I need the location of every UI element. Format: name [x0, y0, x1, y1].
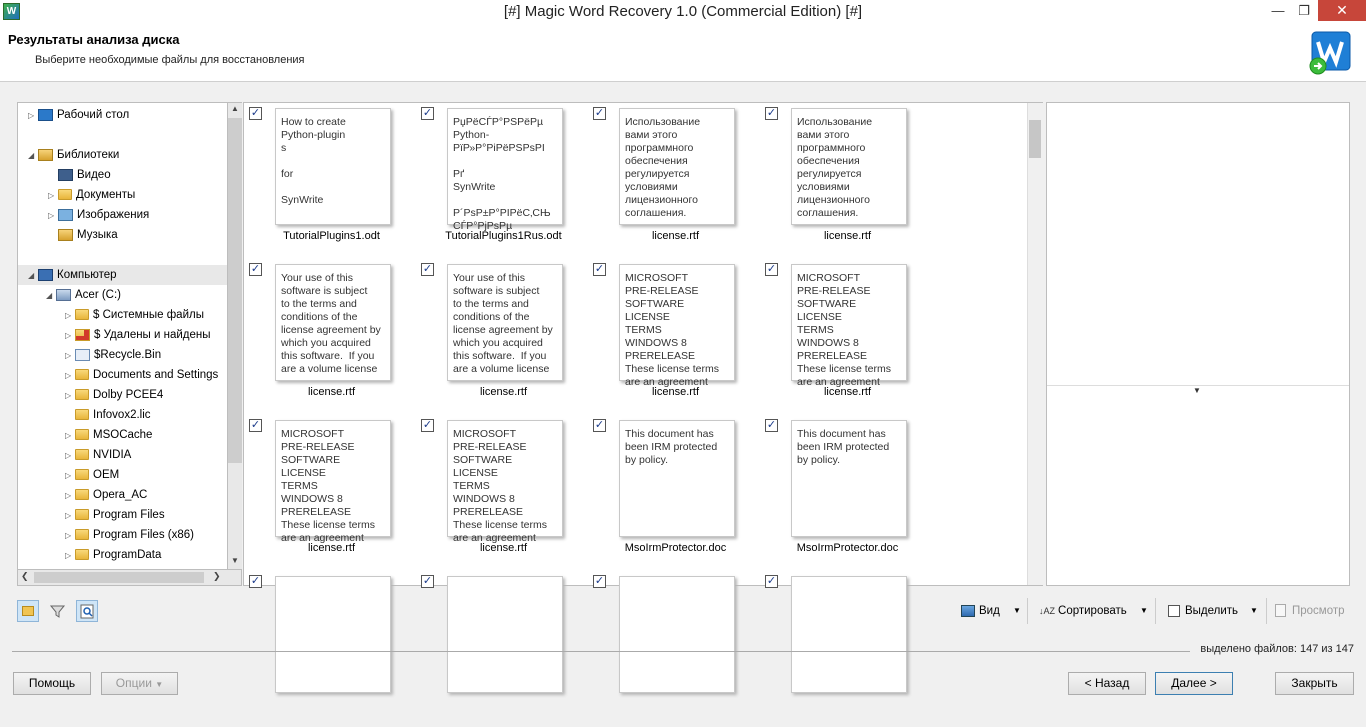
select-button[interactable] [1168, 600, 1238, 622]
folder-icon [75, 429, 89, 440]
tree-item-label: ProgramData [93, 549, 162, 561]
file-card[interactable] [416, 103, 588, 259]
file-checkbox[interactable]: ✓ [766, 107, 777, 119]
minimize-button[interactable]: — [1271, 3, 1285, 18]
file-thumbnail[interactable]: Использование вами этого программного обеспечения регулируется условиями лицензионного соглашения. [791, 108, 907, 225]
tree-item[interactable] [18, 325, 227, 345]
file-thumbnail[interactable] [791, 576, 907, 693]
file-card[interactable] [760, 103, 932, 259]
window-close-button[interactable]: ✕ [1318, 0, 1366, 21]
file-card[interactable] [760, 571, 932, 727]
tree-item[interactable] [18, 285, 227, 305]
tree-item-label: $ Удалены и найдены [94, 329, 211, 341]
tree-item-label: Infovox2.lic [93, 409, 151, 421]
collapsed-arrow-icon[interactable]: ▷ [65, 351, 72, 360]
view-icon [961, 605, 975, 617]
toolbar-separator [1266, 598, 1267, 624]
file-name: license.rtf [479, 542, 528, 554]
tree-item-label: Рабочий стол [57, 109, 130, 121]
tree-item-label: NVIDIA [93, 449, 132, 461]
tree-item-label: Acer (C:) [75, 289, 121, 301]
tree-item[interactable] [18, 165, 227, 185]
music-library-icon [58, 229, 73, 241]
tree-item-label: Компьютер [57, 269, 117, 281]
collapsed-arrow-icon[interactable]: ▷ [65, 331, 72, 340]
grid-scroll-thumb[interactable] [1029, 120, 1041, 158]
folder-icon [75, 469, 89, 480]
select-checkbox-icon [1168, 605, 1180, 617]
folder-icon [75, 309, 89, 320]
tree-item-label: Opera_AC [93, 489, 148, 501]
splitter-arrow-icon[interactable]: ▼ [1193, 386, 1201, 395]
tree-item[interactable] [18, 105, 227, 125]
view-button[interactable] [961, 600, 1000, 622]
file-thumbnail[interactable] [275, 576, 391, 693]
file-thumbnail[interactable]: This document has been IRM protected by policy. [791, 420, 907, 537]
libraries-icon [38, 149, 53, 161]
file-thumbnail[interactable] [447, 576, 563, 693]
file-checkbox[interactable]: ✓ [250, 575, 261, 587]
expanded-arrow-icon[interactable]: ◢ [46, 291, 53, 300]
file-checkbox[interactable]: ✓ [422, 107, 433, 119]
sort-label: Сортировать [1058, 605, 1127, 617]
drive-icon [56, 289, 71, 301]
file-checkbox[interactable]: ✓ [766, 263, 777, 275]
file-checkbox[interactable]: ✓ [250, 107, 261, 119]
tree-item[interactable] [18, 305, 227, 325]
filter-icon [50, 604, 65, 619]
tree-item[interactable] [18, 205, 227, 225]
wizard-header [0, 24, 1366, 82]
back-button[interactable]: < Назад [1068, 672, 1146, 695]
collapsed-arrow-icon[interactable]: ▷ [65, 311, 72, 320]
tree-item-label: Библиотеки [57, 149, 120, 161]
file-checkbox[interactable]: ✓ [422, 263, 433, 275]
file-checkbox[interactable]: ✓ [594, 107, 605, 119]
tree-item[interactable] [18, 425, 227, 445]
view-dropdown-icon[interactable]: ▼ [1013, 606, 1021, 615]
selection-status: выделено файлов: 147 из 147 [1200, 643, 1354, 655]
folder-icon [75, 389, 89, 400]
file-grid [243, 102, 1043, 586]
desktop-icon [38, 109, 53, 121]
sort-button[interactable] [1039, 600, 1127, 622]
file-thumbnail[interactable]: MICROSOFT PRE-RELEASE SOFTWARE LICENSE TERMS WINDOWS 8 PRERELEASE These license terms are an agreement [275, 420, 391, 537]
file-checkbox[interactable]: ✓ [594, 263, 605, 275]
tree-item[interactable] [18, 465, 227, 485]
tree-item-label: Музыка [77, 229, 118, 241]
file-thumbnail[interactable]: Your use of this software is subject to the terms and conditions of the license agreement by which you acquired this software. If you are a volume license [275, 264, 391, 381]
file-card[interactable] [760, 415, 932, 571]
file-card[interactable] [588, 415, 760, 571]
tree-item[interactable] [18, 145, 227, 165]
tree-item[interactable] [18, 525, 227, 545]
collapsed-arrow-icon[interactable]: ▷ [65, 371, 72, 380]
tree-item[interactable] [18, 225, 227, 245]
tree-item[interactable] [18, 265, 227, 285]
folder-icon [75, 369, 89, 380]
file-thumbnail[interactable]: This document has been IRM protected by policy. [619, 420, 735, 537]
scroll-right-icon[interactable]: ❯ [213, 571, 221, 581]
tree-item-label: Dolby PCEE4 [93, 389, 164, 401]
folder-icon [75, 409, 89, 420]
tree-item-label: Документы [76, 189, 136, 201]
tree-item[interactable] [18, 185, 227, 205]
page-title: Результаты анализа диска [8, 32, 180, 47]
file-name: license.rtf [307, 386, 356, 398]
view-label: Вид [979, 605, 1000, 617]
file-checkbox[interactable]: ✓ [594, 419, 605, 431]
toolbar-separator [1027, 598, 1028, 624]
search-icon [80, 604, 95, 619]
title-bar [0, 0, 1366, 24]
file-card[interactable] [416, 571, 588, 727]
tree-item[interactable] [18, 505, 227, 525]
tree-item[interactable] [18, 485, 227, 505]
search-button[interactable] [76, 600, 98, 622]
tree-item-label: MSOCache [93, 429, 153, 441]
scroll-down-icon[interactable]: ▼ [231, 556, 239, 565]
expanded-arrow-icon[interactable]: ◢ [28, 151, 35, 160]
file-checkbox[interactable]: ✓ [766, 575, 777, 587]
file-card[interactable] [244, 103, 416, 259]
options-label: Опции [115, 676, 152, 690]
scroll-up-icon[interactable]: ▲ [231, 104, 239, 113]
folder-icon [58, 189, 72, 200]
collapsed-arrow-icon[interactable]: ▷ [65, 491, 72, 500]
next-button[interactable]: Далее > [1155, 672, 1233, 695]
folder-icon [75, 549, 89, 560]
file-thumbnail[interactable]: РџРёСЃР°РЅРёРµ Python-РїР»Р°РіРёРЅРѕРІ Рґ SynWrite Р´РѕР±Р°РІРёС‚СЊ СЃР°РјРѕРµ [447, 108, 563, 225]
close-button[interactable]: Закрыть [1275, 672, 1354, 695]
folder-icon [75, 509, 89, 520]
tree-item[interactable] [18, 545, 227, 565]
file-name: license.rtf [823, 230, 872, 242]
select-dropdown-icon[interactable]: ▼ [1250, 606, 1258, 615]
tree-item[interactable] [18, 405, 227, 425]
tree-item-label: $Recycle.Bin [94, 349, 162, 361]
file-name: MsoIrmProtector.doc [796, 542, 899, 554]
options-dropdown-icon: ▼ [155, 680, 164, 689]
options-button[interactable] [101, 672, 178, 695]
collapsed-arrow-icon[interactable]: ▷ [65, 391, 72, 400]
tree-item-label: Documents and Settings [93, 369, 219, 381]
folder-icon [75, 489, 89, 500]
file-checkbox[interactable]: ✓ [422, 419, 433, 431]
file-name: license.rtf [307, 542, 356, 554]
preview-label: Просмотр [1292, 605, 1345, 617]
collapsed-arrow-icon[interactable]: ▷ [65, 511, 72, 520]
sort-dropdown-icon[interactable]: ▼ [1140, 606, 1148, 615]
folder-icon [75, 449, 89, 460]
tree-item-label: Изображения [77, 209, 150, 221]
file-card[interactable] [244, 415, 416, 571]
video-library-icon [58, 169, 73, 181]
collapsed-arrow-icon[interactable]: ▷ [48, 211, 55, 220]
collapsed-arrow-icon[interactable]: ▷ [65, 451, 72, 460]
file-card[interactable] [244, 259, 416, 415]
tree-item-label: Program Files (x86) [93, 529, 194, 541]
file-name: TutorialPlugins1.odt [283, 230, 380, 242]
file-checkbox[interactable]: ✓ [766, 419, 777, 431]
file-card[interactable] [588, 259, 760, 415]
filter-button[interactable] [46, 600, 68, 622]
file-name: license.rtf [479, 386, 528, 398]
file-card[interactable] [416, 259, 588, 415]
tree-item[interactable] [18, 345, 227, 365]
folders-icon [22, 606, 34, 616]
scroll-left-icon[interactable]: ❮ [21, 571, 29, 581]
computer-icon [38, 269, 53, 281]
file-card[interactable] [760, 259, 932, 415]
file-card[interactable] [588, 103, 760, 259]
folder-icon [75, 529, 89, 540]
deleted-folder-icon [75, 329, 90, 341]
select-label: Выделить [1185, 605, 1239, 617]
file-name: license.rtf [651, 386, 700, 398]
preview-pane [1046, 102, 1350, 586]
recycle-bin-icon [75, 349, 90, 361]
window-title: [#] Magic Word Recovery 1.0 (Commercial Edition) [#] [503, 3, 863, 20]
file-thumbnail[interactable] [619, 576, 735, 693]
file-checkbox[interactable]: ✓ [594, 575, 605, 587]
app-icon: W [3, 3, 20, 20]
grid-vertical-scrollbar[interactable] [1027, 103, 1043, 585]
file-name: TutorialPlugins1Rus.odt [445, 230, 562, 242]
preview-button[interactable] [1275, 600, 1345, 622]
file-thumbnail[interactable]: Your use of this software is subject to the terms and conditions of the license agreement by which you acquired this software. If you are a volume license [447, 264, 563, 381]
file-checkbox[interactable]: ✓ [422, 575, 433, 587]
tree-item-label: $ Системные файлы [93, 309, 204, 321]
pictures-library-icon [58, 209, 73, 221]
preview-icon [1275, 604, 1286, 617]
tree-item[interactable] [18, 385, 227, 405]
help-button[interactable]: Помощь [13, 672, 91, 695]
file-thumbnail[interactable]: Использование вами этого программного обеспечения регулируется условиями лицензионного соглашения. [619, 108, 735, 225]
file-thumbnail[interactable]: MICROSOFT PRE-RELEASE SOFTWARE LICENSE TERMS WINDOWS 8 PRERELEASE These license terms are an agreement [619, 264, 735, 381]
file-checkbox[interactable]: ✓ [250, 263, 261, 275]
collapsed-arrow-icon[interactable]: ▷ [28, 111, 35, 120]
page-subtitle: Выберите необходимые файлы для восстановления [35, 54, 305, 66]
folder-tree[interactable] [17, 102, 228, 586]
sort-icon: ↓AZ [1039, 606, 1056, 616]
tree-hscroll-thumb[interactable] [34, 572, 204, 583]
file-card[interactable] [244, 571, 416, 727]
maximize-button[interactable]: ❐ [1298, 3, 1310, 18]
file-name: license.rtf [651, 230, 700, 242]
expanded-arrow-icon[interactable]: ◢ [28, 271, 35, 280]
toolbar-separator [1155, 598, 1156, 624]
file-checkbox[interactable]: ✓ [250, 419, 261, 431]
collapsed-arrow-icon[interactable]: ▷ [65, 471, 72, 480]
file-card[interactable] [588, 571, 760, 727]
file-thumbnail[interactable]: How to create Python-plugin s for SynWrite [275, 108, 391, 225]
file-name: license.rtf [823, 386, 872, 398]
collapsed-arrow-icon[interactable]: ▷ [65, 531, 72, 540]
collapsed-arrow-icon[interactable]: ▷ [65, 551, 72, 560]
folders-view-button[interactable] [17, 600, 39, 622]
app-logo-icon [1306, 28, 1354, 76]
tree-item-label: OEM [93, 469, 120, 481]
file-name: MsoIrmProtector.doc [624, 542, 727, 554]
status-divider [12, 651, 1190, 652]
file-thumbnail[interactable]: MICROSOFT PRE-RELEASE SOFTWARE LICENSE TERMS WINDOWS 8 PRERELEASE These license terms are an agreement [447, 420, 563, 537]
tree-scroll-thumb[interactable] [228, 118, 242, 463]
tree-item[interactable] [18, 445, 227, 465]
file-thumbnail[interactable]: MICROSOFT PRE-RELEASE SOFTWARE LICENSE TERMS WINDOWS 8 PRERELEASE These license terms are an agreement [791, 264, 907, 381]
collapsed-arrow-icon[interactable]: ▷ [48, 191, 55, 200]
tree-item[interactable] [18, 365, 227, 385]
collapsed-arrow-icon[interactable]: ▷ [65, 431, 72, 440]
tree-item-label: Program Files [93, 509, 165, 521]
tree-item-label: Видео [77, 169, 111, 181]
file-card[interactable] [416, 415, 588, 571]
